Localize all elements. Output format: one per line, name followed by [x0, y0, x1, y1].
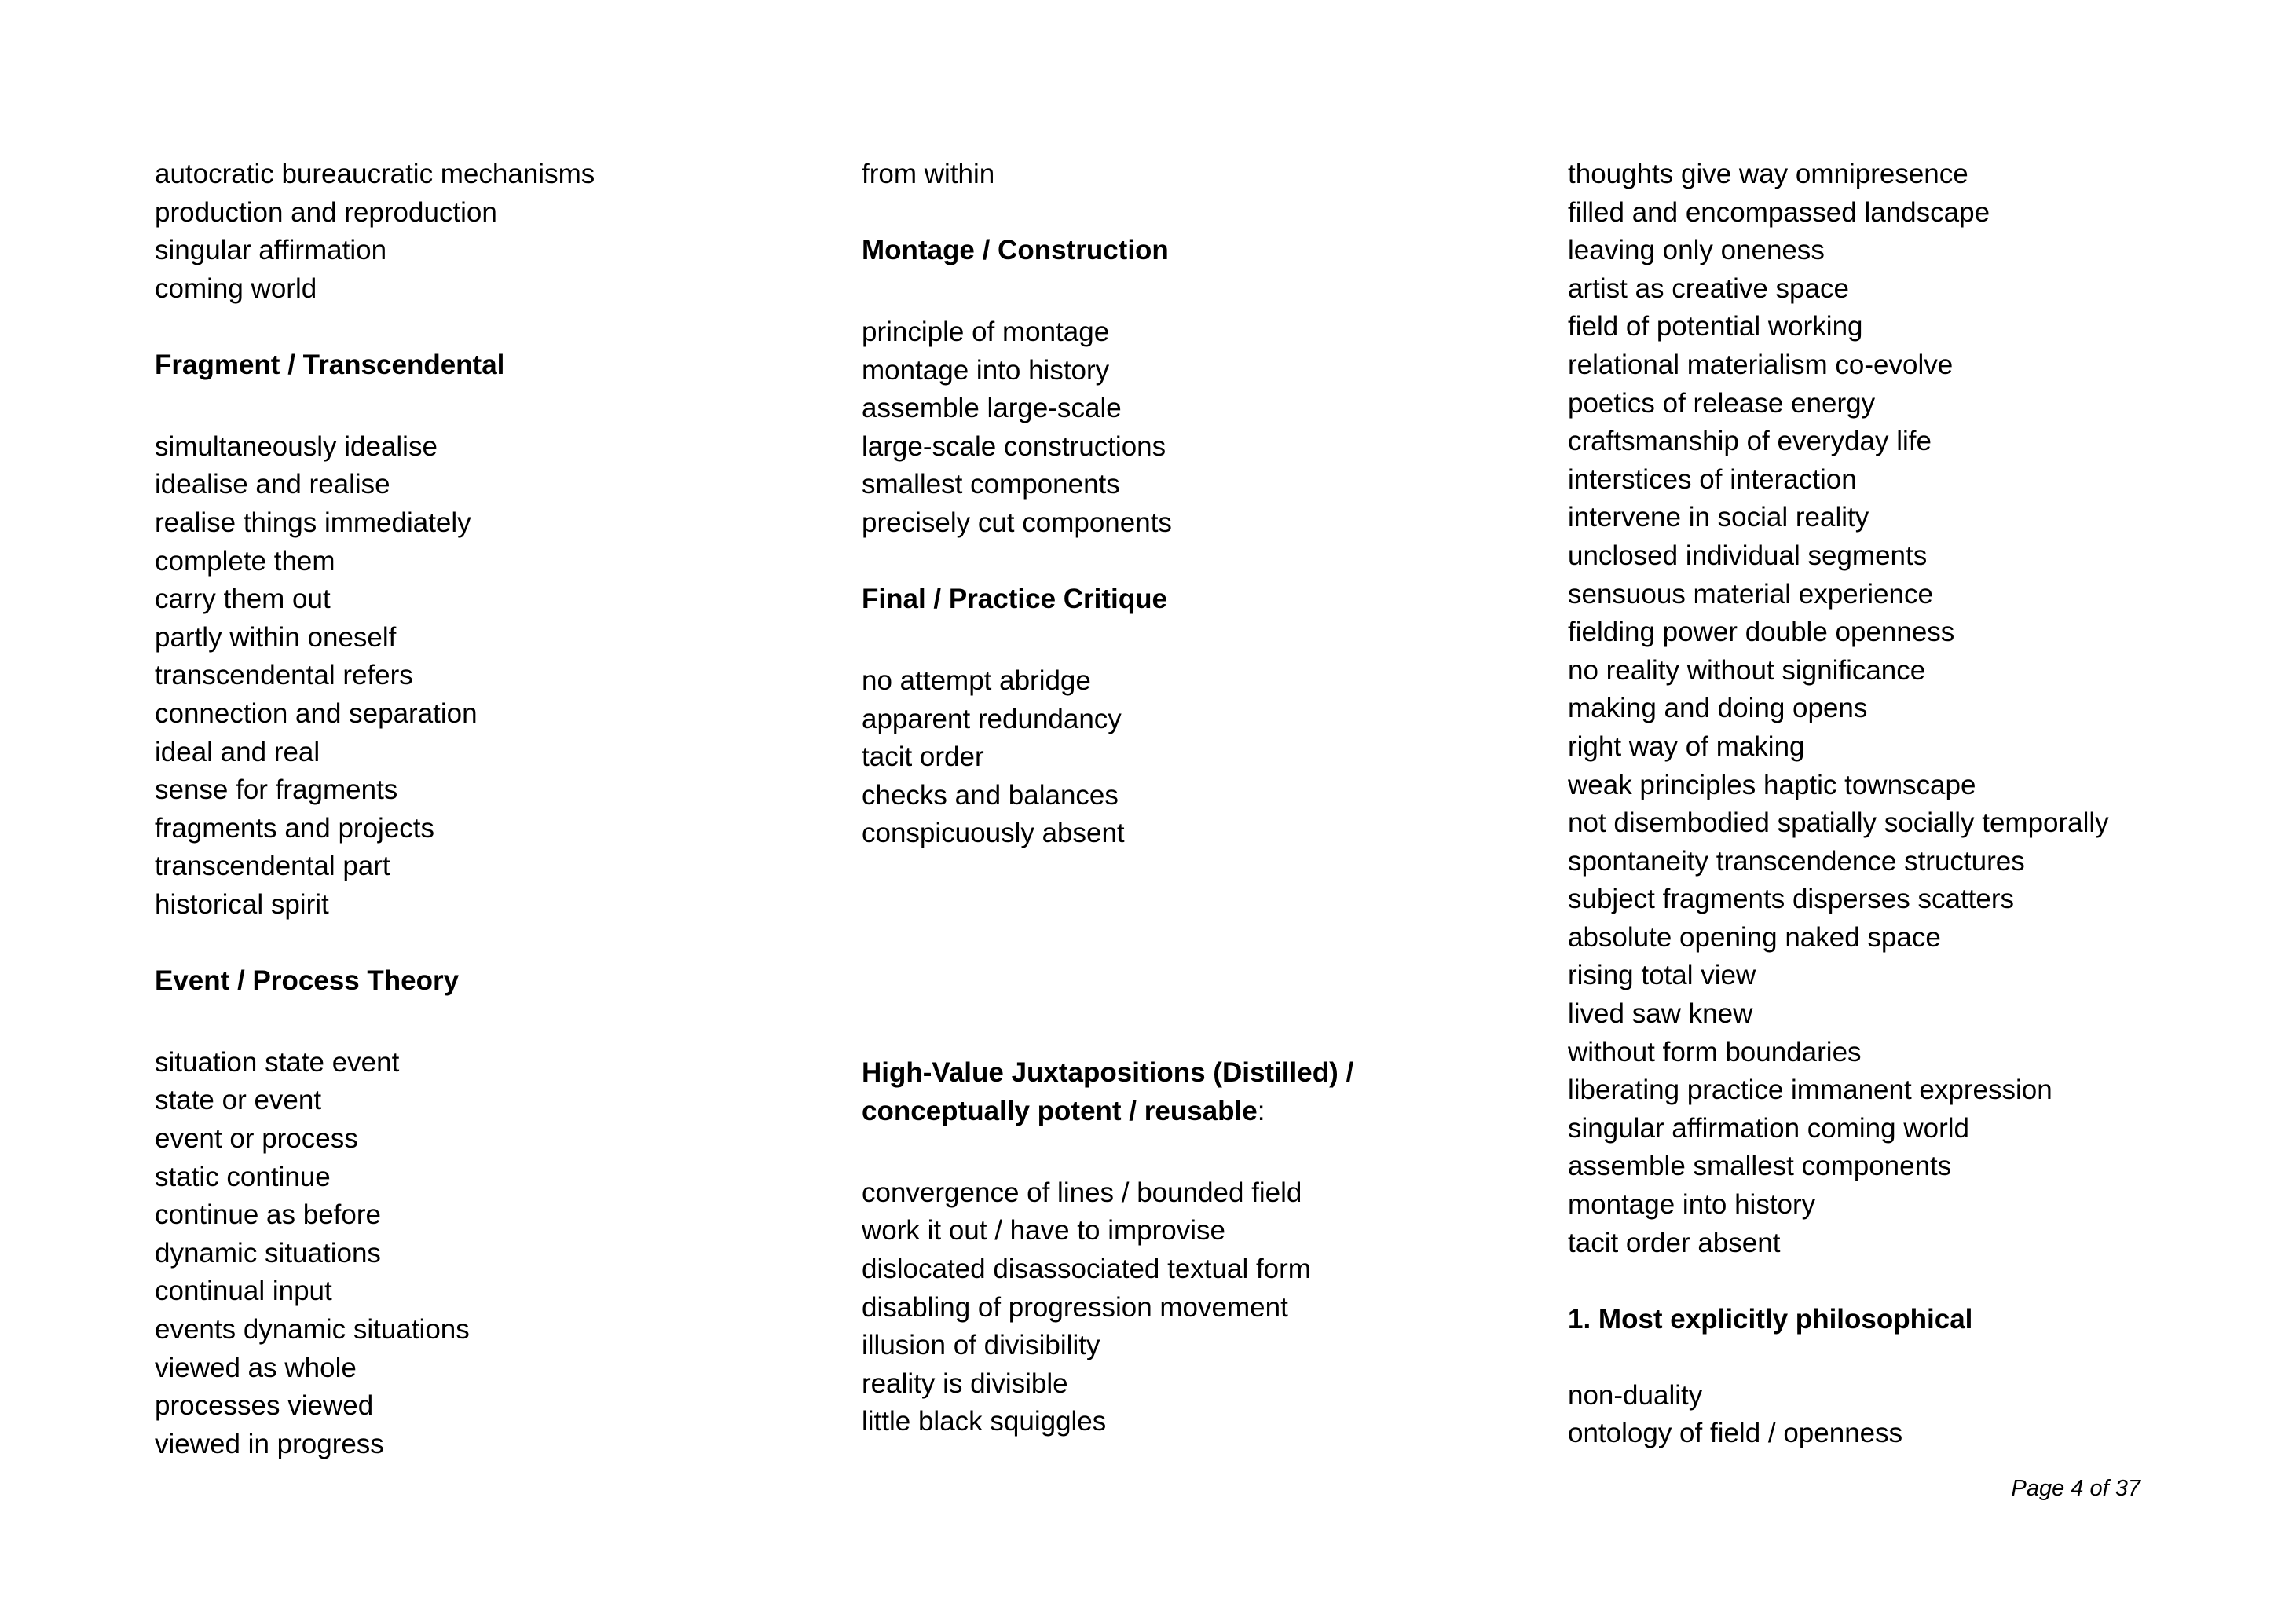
list-item: transcendental refers	[155, 660, 413, 691]
list-item: montage into history	[862, 354, 1110, 386]
section-final-practice-critique	[862, 580, 1529, 853]
list-item: apparent redundancy	[862, 703, 1122, 734]
list-item: disabling of progression movement	[862, 1291, 1288, 1323]
list-item: sensuous material experience	[1568, 578, 1933, 610]
section-heading-line-1: High-Value Juxtapositions (Distilled) /	[862, 1057, 1354, 1089]
list-item: conspicuously absent	[862, 818, 1125, 849]
list-item: situation state event	[155, 1046, 400, 1078]
list-item: smallest components	[862, 469, 1120, 500]
list-item: subject fragments disperses scatters	[1568, 884, 2015, 915]
list-item: weak principles haptic townscape	[1568, 769, 1976, 800]
list-item: historical spirit	[155, 888, 329, 920]
list-item: static continue	[155, 1161, 331, 1192]
list-item: production and reproduction	[155, 196, 497, 228]
list-item: reality is divisible	[862, 1368, 1068, 1399]
list-item: without form boundaries	[1568, 1036, 1862, 1067]
section-fragment-transcendental	[155, 346, 822, 925]
list-item: carry them out	[155, 584, 331, 615]
section-heading	[155, 346, 822, 385]
section-high-value-juxtapositions	[862, 1054, 1529, 1441]
list-item: complete them	[155, 545, 335, 577]
list-item: continual input	[155, 1276, 332, 1307]
list-item: relational materialism co-evolve	[1568, 349, 1954, 380]
section-heading	[1568, 1301, 2275, 1339]
list-item: no attempt abridge	[862, 665, 1091, 696]
list-item: viewed as whole	[155, 1352, 357, 1383]
list-item: checks and balances	[862, 779, 1119, 811]
list-item: tacit order	[862, 741, 984, 773]
list-item: coming world	[155, 273, 317, 304]
section-heading-text: 1. Most explicitly philosophical	[1568, 1303, 1973, 1335]
list-item: artist as creative space	[1568, 273, 1849, 304]
list-item: rising total view	[1568, 960, 1756, 991]
list-item: intervene in social reality	[1568, 502, 1869, 533]
list-item: not disembodied spatially socially temporally	[1568, 807, 2109, 839]
list-item: work it out / have to improvise	[862, 1215, 1225, 1247]
list-item: fielding power double openness	[1568, 617, 1955, 648]
list-item: assemble smallest components	[1568, 1151, 1952, 1182]
middle-intro-list	[862, 156, 1529, 194]
list-item: viewed in progress	[155, 1428, 384, 1459]
section-heading	[862, 1054, 1529, 1130]
section-heading	[155, 962, 822, 1001]
list-item: continue as before	[155, 1199, 381, 1231]
list-item: large-scale constructions	[862, 430, 1166, 462]
page-number: Page 4 of 37	[2011, 1476, 2140, 1501]
list-item: poetics of release energy	[1568, 387, 1876, 419]
list-item: ideal and real	[155, 736, 320, 767]
list-item: spontaneity transcendence structures	[1568, 845, 2025, 877]
list-item: events dynamic situations	[155, 1314, 470, 1345]
section-heading-text: Event / Process Theory	[155, 965, 460, 996]
section-event-process-theory	[155, 962, 822, 1464]
list-item: interstices of interaction	[1568, 463, 1857, 495]
list-item: event or process	[155, 1123, 358, 1155]
list-item: filled and encompassed landscape	[1568, 196, 1990, 228]
column-middle	[862, 156, 1529, 1441]
section-most-explicitly-philosophical	[1568, 1301, 2275, 1453]
list-item: unclosed individual segments	[1568, 540, 1928, 571]
section-heading-text: Fragment / Transcendental	[155, 349, 505, 380]
left-intro-list	[155, 156, 822, 308]
list-item: right way of making	[1568, 730, 1805, 762]
section-heading	[862, 232, 1529, 270]
list-item: craftsmanship of everyday life	[1568, 426, 1932, 457]
list-item: assemble large-scale	[862, 393, 1122, 424]
list-item: from within	[862, 159, 995, 189]
list-item: non-duality	[1568, 1379, 1703, 1411]
list-item: liberating practice immanent expression	[1568, 1075, 2052, 1106]
section-heading-colon: :	[1257, 1095, 1265, 1126]
list-item: idealise and realise	[155, 469, 390, 500]
list-item: precisely cut components	[862, 507, 1172, 538]
list-item: processes viewed	[155, 1390, 374, 1422]
list-item: dynamic situations	[155, 1237, 381, 1269]
list-item: no reality without significance	[1568, 654, 1926, 686]
list-item: transcendental part	[155, 851, 390, 882]
list-item: illusion of divisibility	[862, 1330, 1100, 1361]
list-item: lived saw knew	[1568, 998, 1753, 1030]
list-item: singular affirmation	[155, 235, 387, 266]
list-item: field of potential working	[1568, 311, 1863, 342]
section-heading-text: Montage / Construction	[862, 234, 1169, 265]
list-item: simultaneously idealise	[155, 430, 438, 462]
list-item: sense for fragments	[155, 774, 398, 806]
list-item: thoughts give way omnipresence	[1568, 159, 1968, 189]
list-item: autocratic bureaucratic mechanisms	[155, 159, 595, 189]
list-item: ontology of field / openness	[1568, 1418, 1903, 1449]
list-item: partly within oneself	[155, 621, 397, 653]
list-item: montage into history	[1568, 1189, 1816, 1221]
section-heading-text: Final / Practice Critique	[862, 583, 1167, 614]
list-item: absolute opening naked space	[1568, 921, 1941, 953]
section-heading	[862, 580, 1529, 619]
list-item: convergence of lines / bounded field	[862, 1177, 1302, 1208]
section-montage-construction	[862, 232, 1529, 543]
list-item: tacit order absent	[1568, 1227, 1781, 1258]
list-item: fragments and projects	[155, 812, 435, 844]
list-item: little black squiggles	[862, 1406, 1107, 1437]
column-left	[155, 156, 822, 1463]
section-heading-line-2-text: conceptually potent / reusable	[862, 1095, 1258, 1126]
list-item: singular affirmation coming world	[1568, 1112, 1969, 1144]
column-right	[1568, 156, 2275, 1453]
list-item: state or event	[155, 1085, 322, 1116]
section-heading-line-2	[862, 1093, 1529, 1131]
right-intro-list	[1568, 156, 2275, 1262]
list-item: making and doing opens	[1568, 693, 1868, 724]
list-item: principle of montage	[862, 316, 1110, 347]
list-item: dislocated disassociated textual form	[862, 1254, 1311, 1285]
list-item: leaving only oneness	[1568, 235, 1825, 266]
list-item: realise things immediately	[155, 507, 471, 538]
list-item: connection and separation	[155, 697, 478, 729]
